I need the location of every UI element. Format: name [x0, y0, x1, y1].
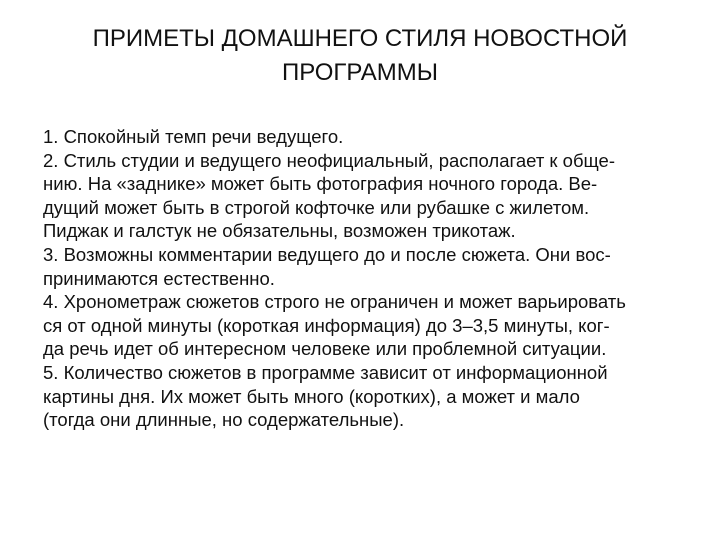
body-line: Пиджак и галстук не обязательны, возможен трикотаж. — [43, 220, 516, 242]
body-line: 5. Количество сюжетов в программе зависит от информационной — [43, 361, 608, 383]
body-line: картины дня. Их может быть много (коротких), а может и мало — [43, 385, 580, 407]
title-line: ПРИМЕТЫ ДОМАШНЕГО СТИЛЯ НОВОСТНОЙ — [92, 25, 628, 52]
slide-body — [43, 125, 683, 432]
body-line: 1. Спокойный темп речи ведущего. — [43, 126, 344, 147]
body-line: да речь идет об интересном человеке или проблемной ситуации. — [43, 338, 607, 360]
body-line: дущий может быть в строгой кофточке или рубашке с жилетом. — [43, 196, 590, 218]
body-line: принимаются естественно. — [43, 267, 275, 289]
slide-title — [60, 22, 660, 90]
title-line: ПРОГРАММЫ — [281, 59, 439, 86]
body-line: ся от одной минуты (короткая информация) до 3–3,5 минуты, ког- — [43, 314, 610, 336]
body-line: 3. Возможны комментарии ведущего до и после сюжета. Они вос- — [43, 243, 611, 265]
body-line: 4. Хронометраж сюжетов строго не ограничен и может варьировать — [43, 291, 626, 313]
body-line: (тогда они длинные, но содержательные). — [43, 409, 405, 431]
body-line: 2. Стиль студии и ведущего неофициальный, располагает к обще- — [43, 149, 616, 171]
body-line: нию. На «заднике» может быть фотография ночного города. Ве- — [43, 173, 598, 195]
